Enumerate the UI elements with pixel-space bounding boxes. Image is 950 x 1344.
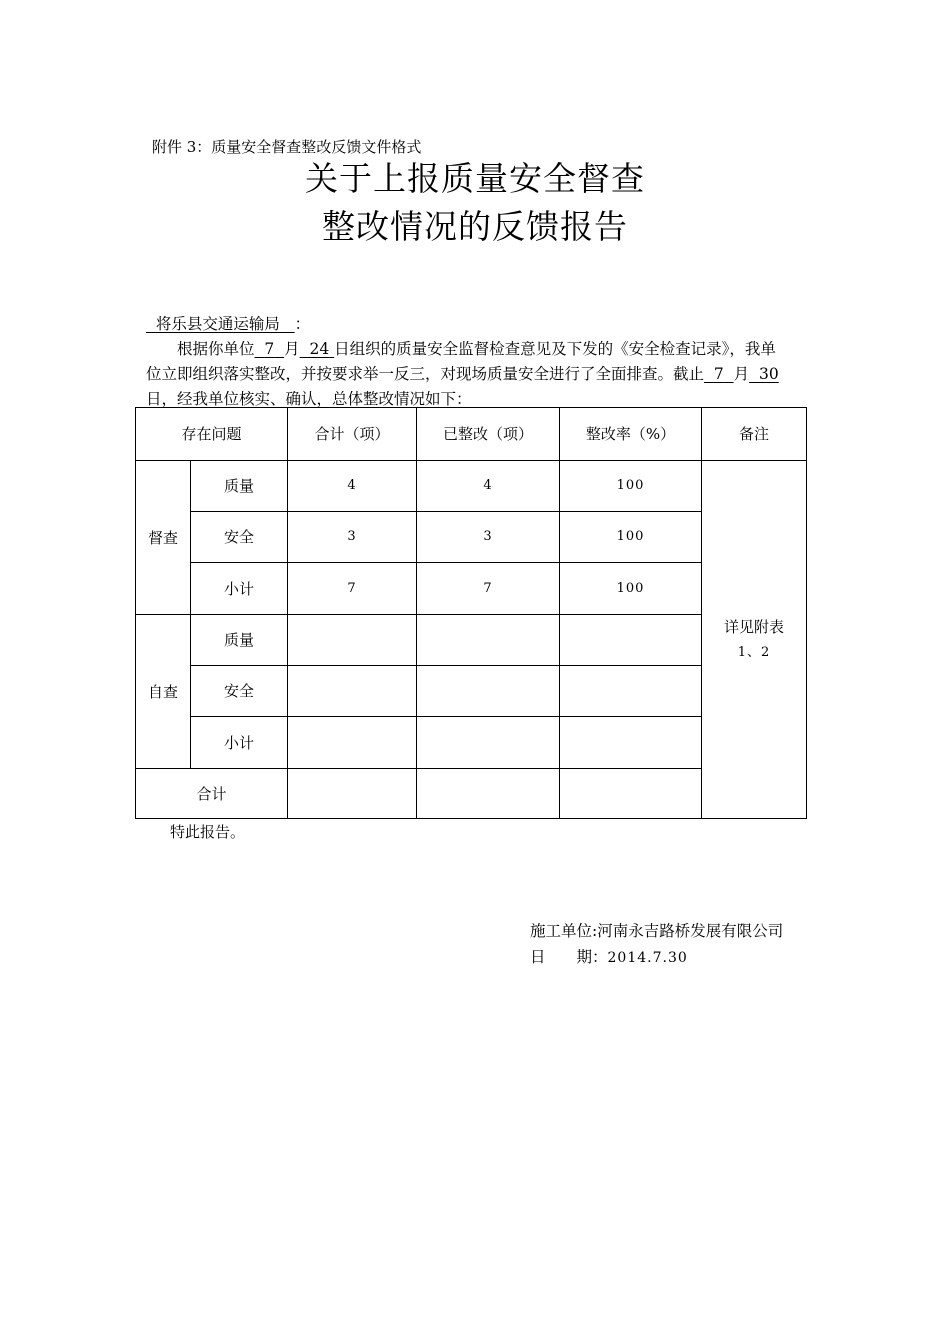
document-title-line-2: 整改情况的反馈报告 xyxy=(322,207,628,246)
recipient xyxy=(146,312,310,334)
cell-rate xyxy=(560,717,702,769)
row-item: 安全 xyxy=(191,666,288,717)
body-paragraph-line-3: 日，经我单位核实、确认，总体整改情况如下： xyxy=(146,390,472,408)
grand-total-total xyxy=(288,769,417,819)
header-total: 合计（项） xyxy=(288,408,417,461)
body-text: 月 xyxy=(284,340,300,358)
day-field: 24 xyxy=(309,340,330,358)
cell-rate xyxy=(560,666,702,717)
date-label: 日 期： xyxy=(530,948,608,966)
group-supervision: 督查 xyxy=(136,461,191,615)
cell-rate: 100 xyxy=(560,512,702,563)
header-issue: 存在问题 xyxy=(136,408,288,461)
month-field: 7 xyxy=(264,340,275,358)
cell-fixed: 3 xyxy=(417,512,560,563)
cell-rate: 100 xyxy=(560,563,702,615)
grand-total-fixed xyxy=(417,769,560,819)
row-item: 小计 xyxy=(191,717,288,769)
row-item: 质量 xyxy=(191,461,288,512)
cell-total: 7 xyxy=(288,563,417,615)
remark-cell xyxy=(702,461,807,819)
remark-line-1: 详见附表 xyxy=(724,617,785,636)
cell-total: 4 xyxy=(288,461,417,512)
body-paragraph-line-2 xyxy=(146,362,779,384)
cell-rate xyxy=(560,615,702,666)
closing-text: 特此报告。 xyxy=(170,823,246,841)
header-fixed: 已整改（项） xyxy=(417,408,560,461)
cell-rate: 100 xyxy=(560,461,702,512)
remark-line-2: 1、2 xyxy=(737,644,771,660)
cell-total xyxy=(288,717,417,769)
signature-date xyxy=(530,945,688,967)
unit-label: 施工单位 xyxy=(530,922,593,940)
month-field: 7 xyxy=(713,365,724,383)
date-value: 2014.7.30 xyxy=(607,950,688,966)
grand-total-rate xyxy=(560,769,702,819)
body-paragraph-line-1 xyxy=(177,337,776,359)
cell-fixed xyxy=(417,666,560,717)
cell-total xyxy=(288,615,417,666)
row-item: 小计 xyxy=(191,563,288,615)
cell-fixed xyxy=(417,717,560,769)
cell-fixed xyxy=(417,615,560,666)
body-text: 月 xyxy=(733,365,750,383)
cell-total: 3 xyxy=(288,512,417,563)
document-title-line-1: 关于上报质量安全督查 xyxy=(305,159,645,198)
attachment-label: 附件 3：质量安全督查整改反馈文件格式 xyxy=(152,138,422,156)
signature-unit xyxy=(530,919,783,941)
body-text: 位立即组织落实整改，并按要求举一反三，对现场质量安全进行了全面排查。截止 xyxy=(146,365,705,383)
header-remark: 备注 xyxy=(702,408,807,461)
row-item: 质量 xyxy=(191,615,288,666)
unit-separator: : xyxy=(592,922,598,940)
grand-total-label: 合计 xyxy=(136,769,288,819)
table-header-row xyxy=(136,408,807,461)
rectification-table xyxy=(135,407,807,819)
cell-fixed: 4 xyxy=(417,461,560,512)
unit-name: 河南永吉路桥发展有限公司 xyxy=(597,922,784,940)
day-field: 30 xyxy=(758,365,779,383)
body-text: 日组织的质量安全监督检查意见及下发的《安全检查记录》，我单 xyxy=(334,340,776,358)
group-self: 自查 xyxy=(136,615,191,769)
recipient-name: 将乐县交通运输局 xyxy=(155,315,280,333)
cell-total xyxy=(288,666,417,717)
table-row xyxy=(136,461,807,512)
recipient-suffix: ： xyxy=(294,315,311,333)
body-text: 根据你单位 xyxy=(177,340,255,358)
header-rate: 整改率（%） xyxy=(560,408,702,461)
row-item: 安全 xyxy=(191,512,288,563)
cell-fixed: 7 xyxy=(417,563,560,615)
